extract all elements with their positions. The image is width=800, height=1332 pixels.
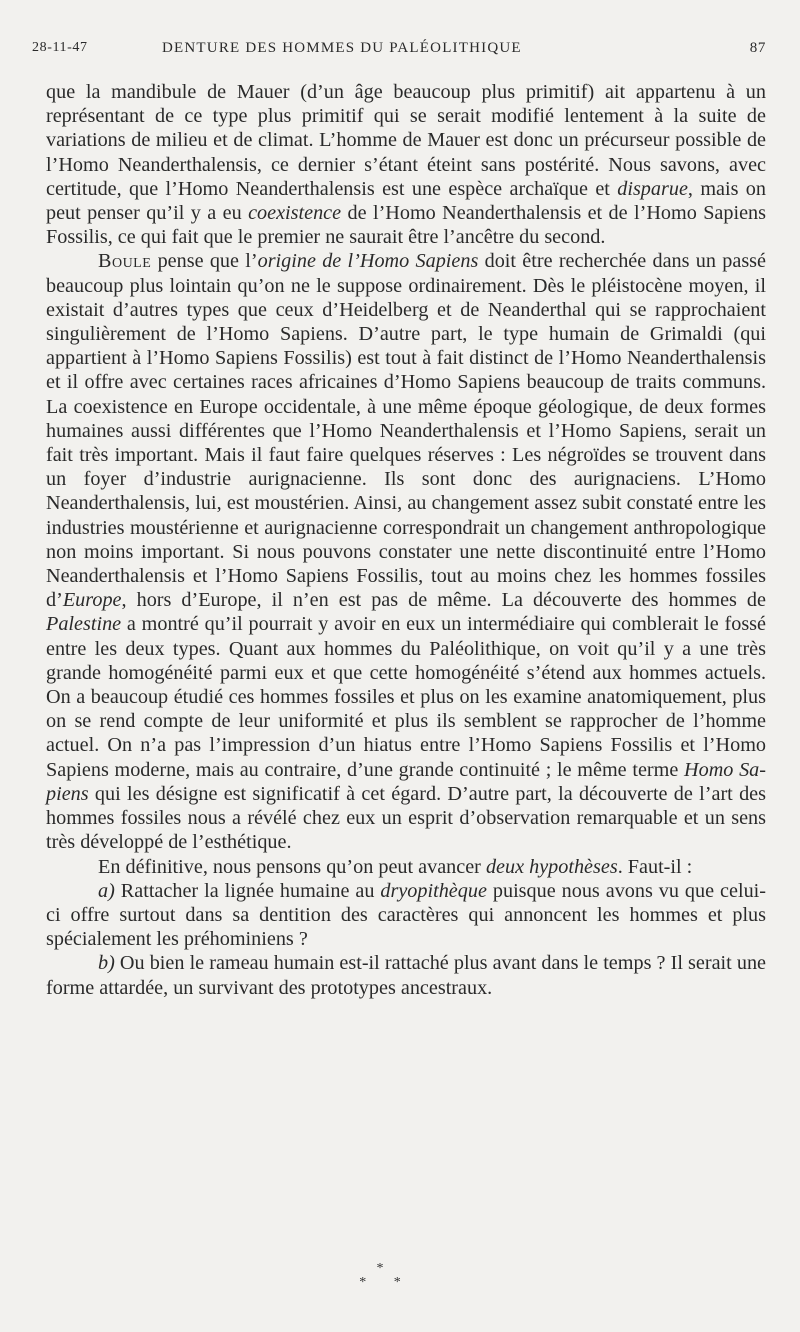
paragraph-5 (46, 951, 766, 999)
list-label: a) (98, 879, 115, 902)
italic-run: origine de l’Homo Sapiens (257, 250, 479, 273)
text-run: , hors d’Europe, il n’en est pas de même. La découverte des hommes de (121, 589, 766, 612)
italic-run: Palestine (46, 613, 122, 636)
paragraph-2 (46, 249, 766, 854)
running-header (32, 34, 766, 64)
text-run: de l’Homo Neanderthalensis et de l’Homo Sapiens Fossilis, ce qui fait que le premier ne saurait être l’ancêtre du second. (46, 202, 766, 249)
text-run: doit être recherchée dans un passé beaucoup plus lointain qu’on ne le suppose ordinairement. Dès le pléistocène moyen, il existait d’autres types que ceux d’Heidelberg et de Neanderthal qui se rapprochaient singulièrement de l’Homo Sapiens. D’autre part, le type humain de Grimaldi (qui appartient à l’Homo Sapiens Fossilis) est tout à fait distinct de l’Homo Neanderthalensis et il offre avec certaines races africaines d’Homo Sapiens beaucoup de traits communs. La coexistence en Europe occidentale, à une même époque géologique, de deux formes humaines aussi différentes que l’Homo Neanderthalensis et l’Homo Sapiens, serait un fait très important. Mais il faut faire quelques réserves : Les négroïdes se trouvent dans un foyer d’industrie aurignacienne. Ils sont donc des aurignaciens. L’Homo Neanderthalensis, lui, est moustérien. Ainsi, au changement assez subit constaté entre les industries moustérienne et aurignacienne correspondrait un changement anthropologique non moins important. Si nous pouvons constater une nette discontinuité entre l’Homo Neanderthalensis et l’Homo Sapiens Fossilis, tout au moins chez les hommes fossiles d’ (46, 250, 766, 612)
italic-run: deux hypothèses (485, 855, 618, 878)
text-run: Ou bien le rameau humain est-il rattaché plus avant dans le temps ? Il serait une forme attardée, un survivant des prototypes ancestraux. (46, 952, 766, 999)
author-name: Boule (98, 250, 152, 273)
text-run: pense que l’ (151, 250, 258, 273)
ornament-star-top: * (376, 1261, 384, 1276)
text-run: que la mandibule de Mauer (d’un âge beaucoup plus primitif) ait appartenu à un représentant de ce type plus primitif qui se serait modifié lentement à la suite de variations de milieu et de climat. L’homme de Mauer est donc un précurseur possible de l’Homo Neanderthalensis, ce dernier s’étant éteint sans postérité. Nous savons, avec certitude, que l’Homo Neanderthalensis est une espèce archaïque et (46, 81, 766, 200)
page-number: 87 (749, 40, 766, 56)
text-run: , mais on peut penser qu’il y a eu (46, 177, 766, 225)
section-ornament (0, 1262, 760, 1290)
text-run: Rattacher la lignée humaine au (114, 879, 381, 902)
text-run: qui les désigne est significatif à cet égard. D’autre part, la découverte de l’art des hommes fossiles nous a révélé chez eux un esprit d’observation remarquable et un sens très développé de l’esthétique. (46, 782, 766, 854)
ornament-stars-bottom: * * (359, 1275, 413, 1290)
paragraph-4 (46, 879, 766, 952)
text-run: En définitive, nous pensons qu’on peut avancer (98, 855, 486, 878)
italic-run: coexistence (248, 202, 342, 225)
paragraph-3 (46, 855, 766, 879)
italic-run: Homo Sapiens (46, 758, 766, 805)
body-text (46, 80, 766, 1000)
text-run: a montré qu’il pourrait y avoir en eux un intermédiaire qui comblerait le fossé entre les deux types. Quant aux hommes du Paléolithique, on voit qu’il y a une très grande homogénéité parmi eux et que cette homogénéité s’étend aux hommes actuels. On a beaucoup étudié ces hommes fossiles et plus on les examine anatomiquement, plus on se rend compte de leur uniformité et plus ils semblent se rapprocher de l’homme actuel. On n’a pas l’impression d’un hiatus entre l’Homo Sapiens Fossilis et l’Homo Sapiens moderne, mais au contraire, d’une grande continuité ; le même terme (46, 613, 766, 781)
list-label: b) (98, 952, 115, 975)
text-run: . Faut-il : (617, 855, 693, 878)
header-date: 28-11-47 (32, 40, 88, 55)
italic-run: Europe (62, 589, 122, 612)
italic-run: dryopithèque (380, 879, 487, 902)
running-title: DENTURE DES HOMMES DU PALÉOLITHIQUE (162, 40, 522, 56)
paragraph-1 (46, 80, 766, 249)
text-run: puisque nous avons vu que celui-ci offre surtout dans sa dentition des caractères qui annoncent les hommes et plus spécialement les préhominiens ? (46, 879, 766, 951)
italic-run: disparue (617, 177, 688, 200)
